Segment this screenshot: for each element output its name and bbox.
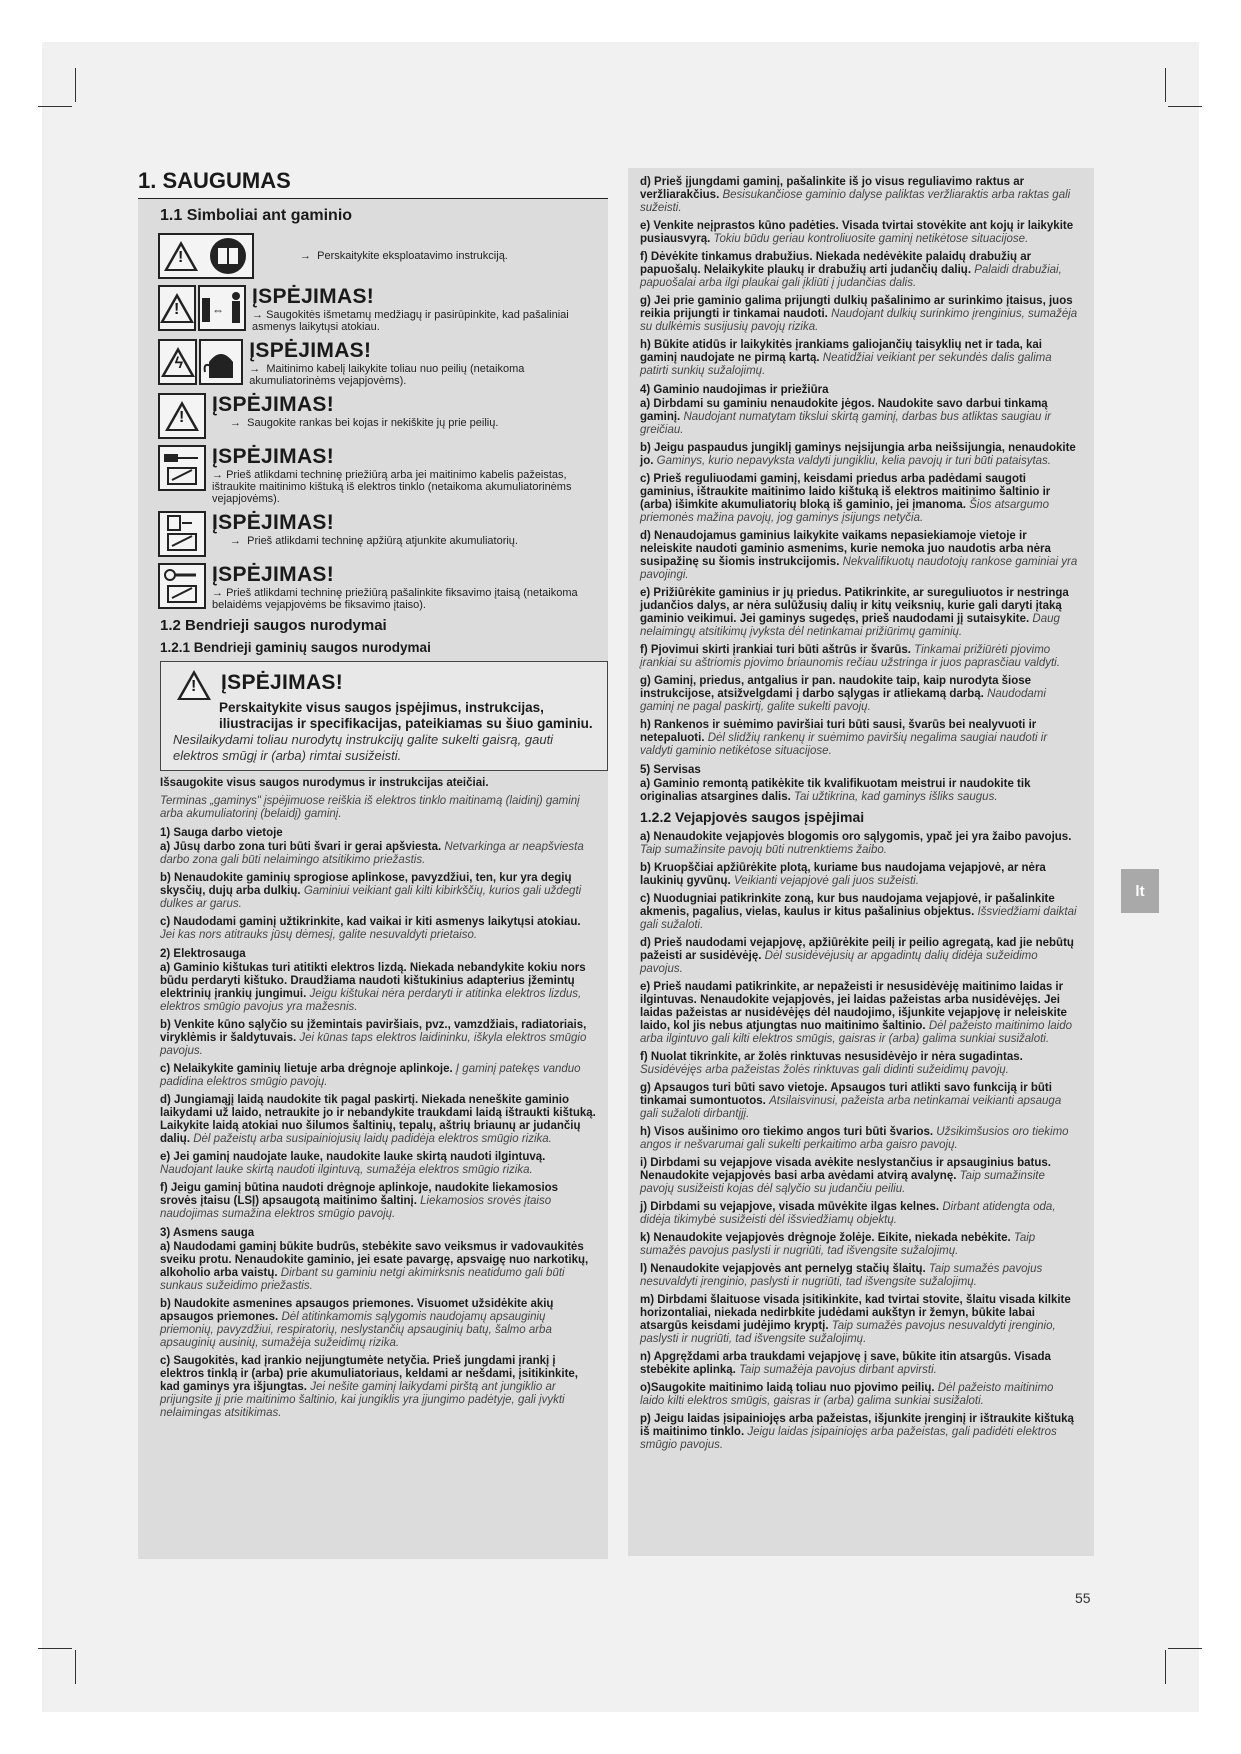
subsection-service: 5) Servisas: [640, 764, 701, 776]
warning-text: → Prieš atlikdami techninę priežiūrą pašalinkite fiksavimo įtaisą (netaikoma belaidėms vejapjovėms be fiksavimo įtaiso).: [212, 587, 578, 611]
rule-paragraph: a) Gaminio kištukas turi atitikti elektros lizdą. Niekada nebandykite kokiu nors būdu perdaryti kištuko. Draudžiama naudoti kištukinius adapterius įžemintų elektrinių įrankių jungimui. Jeigu kištukai nėra perdaryti ir atitinka elektros lizdus, elektros smūgio pavojus yra mažesnis.: [160, 962, 586, 1013]
warning-title: ĮSPĖJIMAS!: [212, 511, 335, 534]
rule-paragraph: j) Dirbdami su vejapjove, visada mūvėkite ilgas kelnes. Dirbant atidengta oda, didėja tikimybė susižeisti dėl išsviedžiamų objektų.: [640, 1201, 1056, 1226]
crop-mark: [38, 1648, 72, 1649]
rule-paragraph: g) Jei prie gaminio galima prijungti dulkių pašalinimo ar surinkimo įtaisus, juos reikia prijungti ir tinkamai naudoti. Naudojant dulkių surinkimo įrenginius, sumažėja su dulkėmis susijusių pavojų rizika.: [640, 295, 1078, 333]
crop-mark: [1168, 106, 1202, 107]
term-note: Terminas „gaminys" įspėjimuose reiškia iš elektros tinklo maitinamą (laidinį) gaminį arba akumuliatorinį (belaidį) gaminį.: [160, 795, 580, 820]
warning-title: ĮSPĖJIMAS!: [212, 393, 335, 416]
page-title: 1. SAUGUMAS: [138, 168, 608, 199]
rule-paragraph: a) Naudodami gaminį būkite budrūs, stebėkite savo veiksmus ir vadovaukitės sveiku protu. Nenaudokite gaminio, jei esate pavargę, apsvaigę nuo narkotikų, alkoholio arba vaistų. Dirbant su gaminiu netgi akimirksnis neatidumo gali būti sunkaus sužeidimo priežastis.: [160, 1241, 589, 1292]
rule-paragraph: d) Nenaudojamus gaminius laikykite vaikams nepasiekiamoje vietoje ir neleiskite naudoti gaminio asmenims, kurie nemoka juo naudotis arba nėra susipažinę su šiomis instrukcijomis. Nekvalifikuotų naudotojų rankose gaminiai yra pavojingi.: [640, 530, 1078, 581]
rule-paragraph: d) Jungiamąjį laidą naudokite tik pagal paskirtį. Niekada neneškite gaminio laikydami už laido, netraukite jo ir nebandykite traukdami laidą ištraukti kištuką. Laikykite laidą atokiai nuo šilumos šaltinių, tepalų, aštrių briaunų ar judančių dalių. Dėl pažeistų arba susipainiojusių laidų padidėja elektros smūgio rizika.: [160, 1094, 596, 1145]
electric-hazard-icon: ϟ: [158, 339, 197, 385]
section-heading-1-1: 1.1 Simboliai ant gaminio: [160, 207, 353, 224]
rule-paragraph: b) Venkite kūno sąlyčio su įžemintais paviršiais, pvz., vamzdžiais, radiatoriais, viryklėmis ir šaldytuvais. Jei kūnas taps elektros laidininku, iškyla elektros smūgio pavojus.: [160, 1019, 587, 1057]
rule-paragraph: b) Kruopščiai apžiūrėkite plotą, kuriame bus naudojama vejapjovė, ar nėra laukinių gyvūnų. Veikianti vejapjovė gali juos sužeisti.: [640, 862, 1046, 887]
rule-paragraph: o)Saugokite maitinimo laidą toliau nuo pjovimo peilių. Dėl pažeisto maitinimo laido kilti elektros smūgis, gaisras ir (arba) galima sunkiai susižaloti.: [640, 1382, 1054, 1407]
manual-icon: !: [158, 233, 254, 279]
warning-battery: [158, 511, 598, 557]
rule-paragraph: g) Apsaugos turi būti savo vietoje. Apsaugos turi atlikti savo funkciją ir būti tinkamai sumontuotos. Atsilaisvinusi, pažeista arba netinkamai veikianti apsauga gali sužaloti dirbantįjį.: [640, 1082, 1062, 1120]
section-heading-1-2-2: 1.2.2 Vejapjovės saugos įspėjimai: [640, 809, 865, 825]
rule-paragraph: f) Jeigu gaminį būtina naudoti drėgnoje aplinkoje, naudokite liekamosios srovės įtaisu (LSĮ) apsaugotą maitinimo šaltinį. Liekamosios srovės įtaiso naudojimas sumažina elektros smūgio pavojų.: [160, 1182, 559, 1220]
battery-icon: [158, 511, 206, 557]
key-icon: [158, 563, 206, 609]
rule-paragraph: b) Jeigu paspaudus jungiklį gaminys neįsijungia arba neišsijungia, nenaudokite jo. Gaminys, kurio nepavyksta valdyti jungikliu, kelia pavojų ir turi būti pataisytas.: [640, 442, 1076, 467]
rule-paragraph: k) Nenaudokite vejapjovės drėgnoje žolėje. Eikite, niekada nebėkite. Taip sumažės pavojus paslysti ir nugriūti, tad išvengsite sužalojimų.: [640, 1232, 1036, 1257]
rule-paragraph: e) Jei gaminį naudojate lauke, naudokite lauke skirtą naudoti ilgintuvą. Naudojant lauke skirtą naudoti ilgintuvą, sumažėja elektros smūgio rizika.: [160, 1151, 546, 1176]
warning-text: → Prieš atlikdami techninę apžiūrą atjunkite akumuliatorių.: [230, 535, 518, 547]
rule-paragraph: g) Gaminį, priedus, antgalius ir pan. naudokite taip, kaip nurodyta šiose instrukcijose, atsižvelgdami į darbo sąlygas ir atliekamą darbą. Naudodami gaminį ne pagal paskirtį, galite sukelti pavojų.: [640, 675, 1046, 713]
thrown-objects-icon: !: [158, 285, 196, 331]
warning-text: → Saugokite rankas bei kojas ir nekiškite jų prie peilių.: [230, 417, 499, 429]
rule-paragraph: f) Nuolat tikrinkite, ar žolės rinktuvas nesusidėvėjo ir nėra sugadintas. Susidėvėjęs arba pažeistas žolės rinktuvas gali didinti sužeidimų pavojų.: [640, 1051, 1023, 1076]
right-column: [628, 168, 1094, 1556]
rule-paragraph: a) Jūsų darbo zona turi būti švari ir gerai apšviesta. Netvarkinga ar neapšviesta darbo zona gali būti nelaimingo atsitikimo priežastis.: [160, 841, 584, 866]
rule-paragraph: h) Rankenos ir suėmimo paviršiai turi būti sausi, švarūs bei nealyvuoti ir netepaluoti. Dėl slidžių rankenų ir suėmimo paviršių negalima saugiai naudoti ir valdyti gaminio netikėtose situacijose.: [640, 719, 1048, 757]
rule-paragraph: d) Prieš įjungdami gaminį, pašalinkite iš jo visus reguliavimo raktus ar veržliarakčius. Besisukančiose gaminio dalyse paliktas veržliaraktis arba raktas gali sužeisti.: [640, 176, 1071, 214]
warning-bold-text: Perskaitykite visus saugos įspėjimus, instrukcijas, iliustracijas ir specifikacijas, pateikiamas su šiuo gaminiu.: [219, 700, 593, 731]
rule-paragraph: c) Nuodugniai patikrinkite zoną, kur bus naudojama vejapjovė, ir pašalinkite akmenis, pagalius, vielas, kaulus ir kitus pašalinius objektus. Išsviedžiami daiktai gali sužaloti.: [640, 893, 1077, 931]
symbol-read-manual: [158, 233, 598, 279]
rule-paragraph: b) Naudokite asmenines apsaugos priemones. Visuomet užsidėkite akių apsaugos priemones. Dėl atitinkamomis sąlygomis naudojamų apsauginių priemonių, pavyzdžiui, respiratorių, neslystančių apsauginių batų, šalmo arba apsauginių ausinių, sumažėja sužeidimų rizika.: [160, 1298, 554, 1349]
subsection-personal: 3) Asmens sauga: [160, 1227, 255, 1239]
rule-paragraph: e) Prieš naudami patikrinkite, ar nepažeisti ir nesusidėvėję maitinimo laidas ir ilgintuvas. Nenaudokite vejapjovės, jei laidas pažeistas arba nusidėvėjęs. Jei laidas pažeistas ar nusidėvėjęs dėl naudojimo, išjunkite vejapjovę ir neleiskite laido, kol jis nebus atjungtas nuo maitinimo šaltinio. Dėl pažeisto maitinimo laido arba ilgintuvo gali kilti elektros smūgis, gaisras ir (arba) galima sunkiai susižaloti.: [640, 981, 1073, 1045]
rule-paragraph: h) Visos aušinimo oro tiekimo angos turi būti švarios. Užsikimšusios oro tiekimo angos ir nešvarumai gali sukelti perkaitimo arba gaisro pavojų.: [640, 1126, 1069, 1151]
unplug-icon: [158, 445, 206, 491]
left-column: [138, 168, 608, 1559]
rule-paragraph: c) Nelaikykite gaminių lietuje arba drėgnoje aplinkoje. Į gaminį patekęs vanduo padidina elektros smūgio pavojų.: [160, 1063, 581, 1088]
warning-title: ĮSPĖJIMAS!: [212, 445, 335, 468]
blade-hazard-icon: !: [158, 393, 206, 439]
warning-title: ĮSPĖJIMAS!: [212, 563, 335, 586]
subsection-work-area: 1) Sauga darbo vietoje: [160, 827, 283, 839]
crop-mark: [75, 68, 76, 102]
rule-paragraph: a) Dirbdami su gaminiu nenaudokite jėgos. Naudokite savo darbui tinkamą gaminį. Naudojant numatytam tikslui skirtą gaminį, darbas bus atliktas saugiau ir greičiau.: [640, 398, 1052, 436]
warning-italic-text: Nesilaikydami toliau nurodytų instrukcijų galite sukelti gaisrą, gauti elektros smūgį ir (arba) rimtai susižeisti.: [173, 732, 554, 763]
warning-unplug: [158, 445, 598, 505]
section-heading-1-2-1: 1.2.1 Bendrieji gaminių saugos nurodymai: [160, 640, 431, 655]
rule-paragraph: n) Apgręždami arba traukdami vejapjovę į save, būkite itin atsargūs. Visada stebėkite aplinką. Taip sumažėja pavojus dirbant apvirsti.: [640, 1351, 1051, 1376]
crop-mark: [1165, 68, 1166, 102]
crop-mark: [38, 106, 72, 107]
language-tab: lt: [1121, 869, 1159, 913]
rule-paragraph: f) Dėvėkite tinkamus drabužius. Niekada nedėvėkite palaidų drabužių ar papuošalų. Nelaikykite plaukų ir drabužių arti judančių dalių. Palaidi drabužiai, papuošalai arba ilgi plaukai gali įkliūti į judančias dalis.: [640, 251, 1062, 289]
warning-thrown-objects: [158, 285, 598, 333]
rule-paragraph: d) Prieš naudodami vejapjovę, apžiūrėkite peilį ir peilio agregatą, kad jie nebūtų pažeisti ar susidėvėję. Dėl susidėvėjusių ar apgadintų dalių didėja sužeidimo pavojus.: [640, 937, 1074, 975]
rule-paragraph: b) Nenaudokite gaminių sprogiose aplinkose, pavyzdžiui, ten, kur yra degių skysčių, dujų arba dulkių. Gaminiui veikiant gali kilti kibirkščių, kurios gali uždegti dulkes ar garus.: [160, 872, 582, 910]
warning-cable: [158, 339, 598, 387]
rule-paragraph: h) Būkite atidūs ir laikykitės įrankiams galiojančių taisyklių net ir tada, kai gaminį naudojate ne pirmą kartą. Neatidžiai veikiant per sekundės dalis galima patirti sunkių sužalojimų.: [640, 339, 1052, 377]
page-number: 55: [1075, 1590, 1091, 1606]
rule-paragraph: i) Dirbdami su vejapjove visada avėkite neslystančius ir apsauginius batus. Nenaudokite vejapjovės basi arba avėdami atvirą avalynę. Taip sumažinsite pavojų susižeisti kojas dėl sąlyčio su judančiu peiliu.: [640, 1157, 1051, 1195]
rule-paragraph: e) Prižiūrėkite gaminius ir jų priedus. Patikrinkite, ar sureguliuotos ir nestringa judančios dalys, ar nėra sulūžusių dalių ir kitų veiksnių, kurie gali daryti įtaką gaminio veikimui. Jei gaminys sugedęs, prieš naudodami jį sutaisykite. Daug nelaimingų atsitikimų įvyksta dėl netinkamai prižiūrimų gaminių.: [640, 587, 1069, 638]
cable-icon: [199, 339, 243, 385]
rule-paragraph: a) Gaminio remontą patikėkite tik kvalifikuotam meistrui ir naudokite tik originalias atsargines dalis. Tai užtikrina, kad gaminys išliks saugus.: [640, 778, 1031, 803]
rule-paragraph: c) Naudodami gaminį užtikrinkite, kad vaikai ir kiti asmenys laikytųsi atokiau. Jei kas nors atitrauks jūsų dėmesį, galite nesuvaldyti prietaiso.: [160, 916, 581, 941]
subsection-use-care: 4) Gaminio naudojimas ir priežiūra: [640, 384, 829, 396]
warning-blades: [158, 393, 598, 439]
crop-mark: [1165, 1650, 1166, 1684]
rule-paragraph: e) Venkite neįprastos kūno padėties. Visada tvirtai stovėkite ant kojų ir laikykite pusiausvyrą. Tokiu būdu geriau kontroliuosite gaminį netikėtose situacijose.: [640, 220, 1074, 245]
warning-text: → Saugokitės išmetamų medžiagų ir pasirūpinkite, kad pašaliniai asmenys laikytųsi atokiau.: [252, 309, 569, 333]
distance-icon: [198, 285, 246, 331]
read-manual-text: → Perskaitykite eksploatavimo instrukciją.: [300, 250, 508, 262]
warning-key: [158, 563, 598, 611]
rule-paragraph: c) Prieš reguliuodami gaminį, keisdami priedus arba padėdami saugoti gaminius, ištraukite maitinimo laido kištuką iš elektros maitinimo šaltinio ir (arba) išimkite akumuliatorių bloką iš gaminio, jei įmanoma. Šios atsargumo priemonės mažina pavojų, jog gaminys įsijungs netyčia.: [640, 473, 1051, 524]
crop-mark: [75, 1650, 76, 1684]
general-warning-box: [160, 661, 608, 771]
rule-paragraph: l) Nenaudokite vejapjovės ant pernelyg stačių šlaitų. Taip sumažės pavojus nesuvaldyti įrenginio, paslysti ir nugriūti, tad išvengsite sužalojimų.: [640, 1263, 1043, 1288]
warning-icon: !: [177, 670, 211, 700]
keep-instructions: Išsaugokite visus saugos nurodymus ir instrukcijas ateičiai.: [160, 777, 489, 789]
section-heading-1-2: 1.2 Bendrieji saugos nurodymai: [160, 617, 387, 634]
rule-paragraph: m) Dirbdami šlaituose visada įsitikinkite, kad tvirtai stovite, šlaitu visada kilkite horizontaliai, niekada nedirbkite judėdami aukštyn ir žemyn, būkite labai atsargūs keisdami judėjimo kryptį. Taip sumažės pavojus nesuvaldyti įrenginio, paslysti ir nugriūti, tad išvengsite sužalojimų.: [640, 1294, 1071, 1345]
warning-text: → Prieš atlikdami techninę priežiūrą arba jei maitinimo kabelis pažeistas, ištraukite maitinimo kištuką iš elektros tinklo (netaikoma akumuliatorinėms vejapjovėms).: [212, 469, 572, 505]
rule-paragraph: c) Saugokitės, kad įrankio neįjungtumėte netyčia. Prieš jungdami įrankį į elektros tinklą ir (arba) prie akumuliatoriaus, keldami ar nešdami, įsitikinkite, kad gaminys yra išjungtas. Jei nešite gaminį laikydami pirštą ant jungiklio ar prijungsite jį prie maitinimo šaltinio, kai jungiklis yra įjungimo padėtyje, gali įvykti nelaimingas atsitikimas.: [160, 1355, 578, 1419]
rule-paragraph: p) Jeigu laidas įsipainiojęs arba pažeistas, išjunkite įrenginį ir ištraukite kištuką iš maitinimo tinklo. Jeigu laidas įsipainiojęs arba pažeistas, gali padidėti elektros smūgio pavojus.: [640, 1413, 1074, 1451]
subsection-electrical: 2) Elektrosauga: [160, 948, 246, 960]
warning-title: ĮSPĖJIMAS!: [249, 339, 372, 362]
warning-text: → Maitinimo kabelį laikykite toliau nuo peilių (netaikoma akumuliatorinėms vejapjovėms).: [249, 363, 525, 387]
rule-paragraph: f) Pjovimui skirti įrankiai turi būti aštrūs ir švarūs. Tinkamai prižiūrėti pjovimo įrankiai su aštriomis pjovimo briaunomis rečiau užstringa ir juos paprasčiau valdyti.: [640, 644, 1060, 669]
svg-text:⇔: ⇔: [212, 303, 225, 317]
crop-mark: [1168, 1648, 1202, 1649]
rule-paragraph: a) Nenaudokite vejapjovės blogomis oro sąlygomis, ypač jei yra žaibo pavojus. Taip sumažinsite pavojų būti nutrenktiems žaibo.: [640, 831, 1072, 856]
warning-title: ĮSPĖJIMAS!: [252, 285, 375, 308]
warning-title: ĮSPĖJIMAS!: [221, 671, 344, 694]
